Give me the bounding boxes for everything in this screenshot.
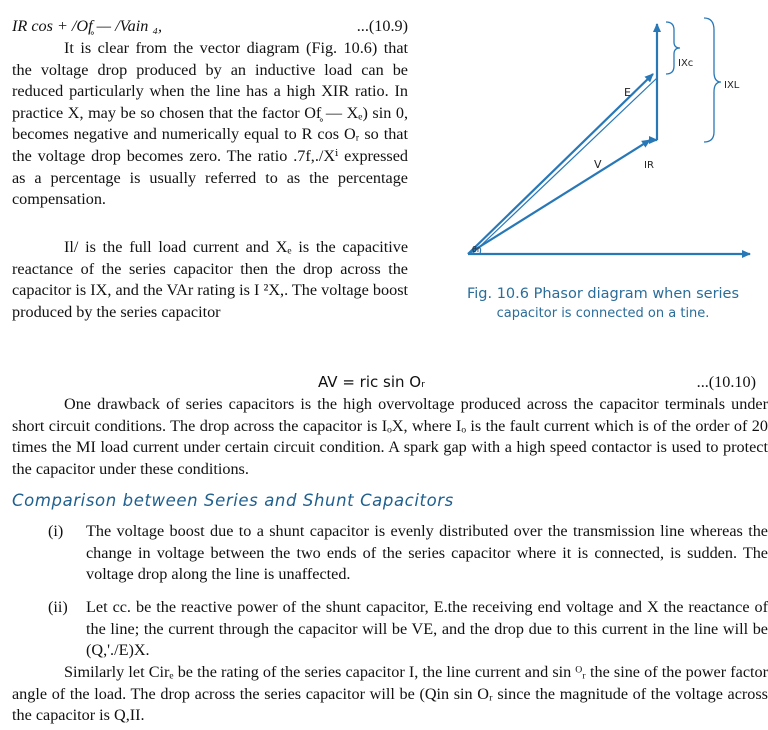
label-v: V [594,158,602,171]
label-ixl: IXL [724,80,740,91]
label-angle: θr [472,245,481,254]
equation-10-10-number: ...(10.10) [696,373,756,391]
paragraph-vector-diagram: It is clear from the vector diagram (Fig. 10.6) that the voltage drop produced by an inductive load can be reduced particularly when the line has a high XIR ratio. In practice X, may be so chosen that the factor Of̥ — Xₑ) sin 0, becomes negative and numerically equal to R cos Oᵣ so that the voltage drop becomes zero. The ratio .7f,./Xⁱ expressed as a percentage is usually referred to as the percentage compensation. [12,39,408,209]
section-heading: Comparison between Series and Shunt Capacitors [12,491,454,510]
phasor-e [468,74,653,254]
list-item-text: Let cc. be the reactive power of the shunt capacitor, E.the receiving end voltage and X the reactance of the line; the current through the capacitor will be VE, and the drop due to this current in the line will be (Q,'./E)X. [86,598,768,660]
label-ixc: IXc [678,58,694,69]
brace-ixl [704,18,721,142]
equation-10-9-number: ...(10.9) [356,17,408,35]
list-item-number: (i) [48,522,64,540]
paragraph-full-load-current: Il/ is the full load current and Xₑ is the capacitive reactance of the series capacitor then the drop across the capacitor is IX, and the VAr rating is I ²X,. The voltage boost produced by the series capacitor [12,238,408,321]
figure-caption [438,284,768,324]
phasor-v [468,140,650,254]
phasor-diagram [438,8,768,278]
figure-caption-line-1: Fig. 10.6 Phasor diagram when series [466,286,740,302]
equation-10-10-text: AV = ric sin Oᵣ [318,373,425,391]
paragraph-series-rating: Similarly let Cirₑ be the rating of the series capacitor I, the line current and sin ᴼᵣ the sine of the power factor angle of the load. The drop across the series capacitor will be (Qin sin Oᵣ since the magnitude of the voltage across the capacitor is Q,II. [12,663,768,725]
list-item-number: (ii) [48,598,68,616]
phasor-diagram-figure [438,8,768,330]
label-ir: IR [644,160,654,171]
paragraph-overvoltage: One drawback of series capacitors is the high overvoltage produced across the capacitor terminals under short circuit conditions. The drop across the capacitor is IₒX, where Iₒ is the fault current which is of the order of 20 times the MI load current under certain circuit condition. A spark gap with a high speed contactor is used to protect the capacitor under these conditions. [12,395,768,478]
equation-10-10-line [12,372,762,394]
equation-10-9-text: IR cos + /Of̥ — /Vain ₄, [12,17,163,35]
label-e: E [624,86,631,99]
figure-caption-line-2: capacitor is connected on a tine. [496,306,710,321]
list-item-text: The voltage boost due to a shunt capacitor is evenly distributed over the transmission line whereas the change in voltage between the two ends of the series capacitor where it is connected, is sudden. The voltage drop along the line is unaffected. [86,522,768,584]
equation-10-9-line [12,16,408,38]
